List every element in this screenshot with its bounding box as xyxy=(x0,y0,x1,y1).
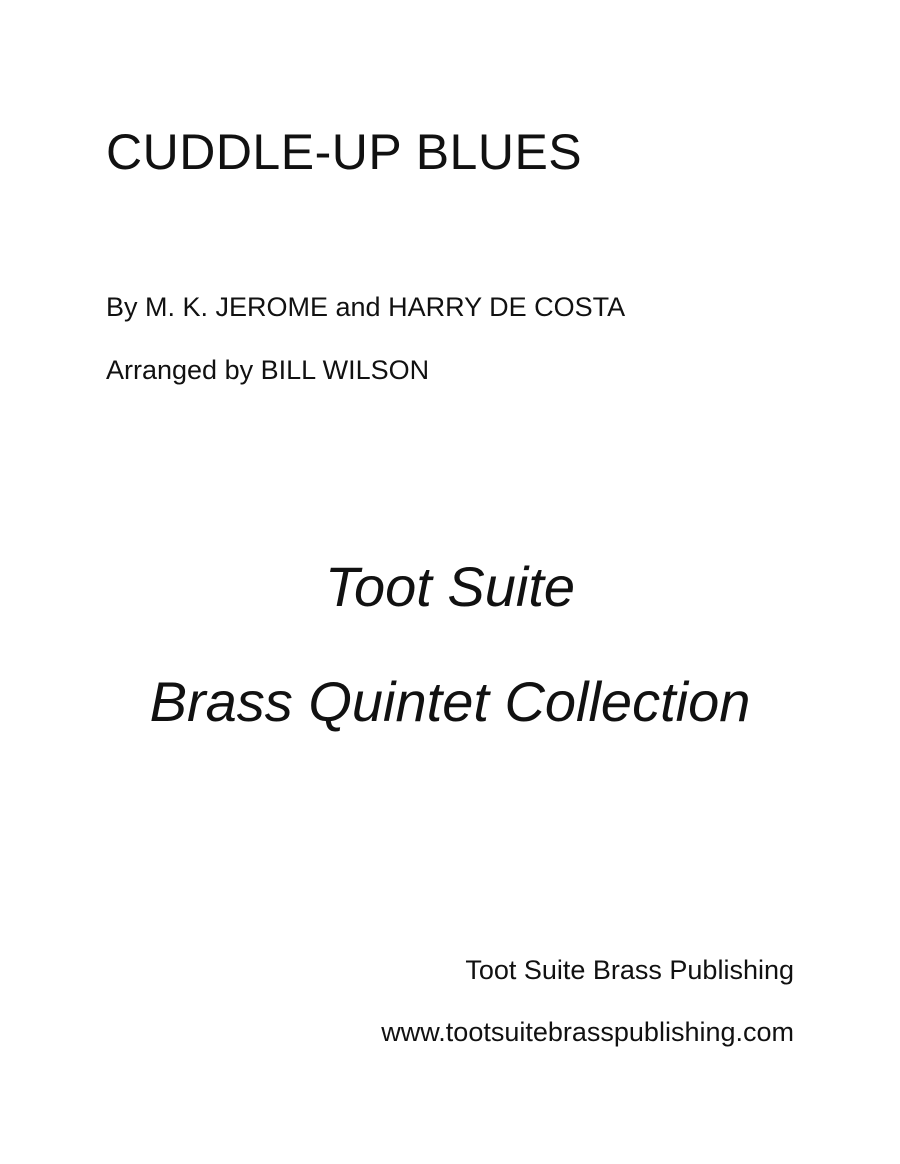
collection-title-line2: Brass Quintet Collection xyxy=(149,670,751,733)
song-title: CUDDLE-UP BLUES xyxy=(106,124,583,180)
collection-title-line1: Toot Suite xyxy=(324,555,576,618)
arranger-credit: Arranged by BILL WILSON xyxy=(106,355,430,385)
composer-credit: By M. K. JEROME and HARRY DE COSTA xyxy=(106,292,626,322)
publisher-name: Toot Suite Brass Publishing xyxy=(465,955,794,985)
publisher-website: www.tootsuitebrasspublishing.com xyxy=(381,1017,794,1047)
